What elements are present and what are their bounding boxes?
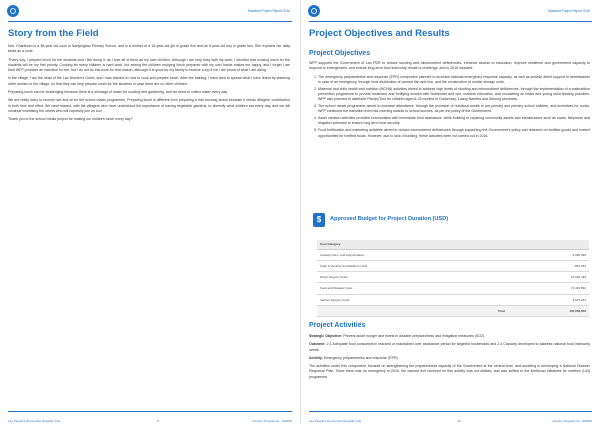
total-label: Total [317,305,508,316]
right-page [300,0,600,424]
objectives-heading: Project Objectives [309,50,371,57]
table-row [317,283,589,294]
strategic-label: Strategic Objective: [309,334,343,338]
objectives-body [309,61,590,140]
story-paragraph: We are really lucky to receive rice and oil for the school meals programme. Preparing lunch is different from preparing a mid-morning snack because it needs villagers' contribution in both time and effort. We have started, with the villagers who have understood the importance of having vegetable gardens, to diversify what children eat every day, and we will continue mobilising the others who will hopefully join us too! [8,98,290,113]
table-row [317,272,589,283]
activities-body [309,334,590,383]
cost-label: Food and Related Costs [317,283,508,294]
list-item: 3. The school meals programme aimed to increase attendance, through the provision of nutritious meals to pre-primary and primary school children, and incentives for cooks. WFP continued the transition from mid-morning snacks to school lunches, as per the policy of the Government. [318,104,590,115]
cost-value: 6,095,990 [508,249,589,260]
header-rule [8,21,292,22]
cost-value: 15,662,449 [508,272,589,283]
wfp-logo-icon [7,5,19,17]
footer-country: Lao People's Democratic Republic (LA) [309,419,362,423]
story-paragraph: "Every day, I prepare lunch for the students and I like doing it, as I love all of them as my own children. Although I am very busy with my work, I decided that cooking lunch for the students will be my first priority. Cooking for many children is hard work, but seeing the children enjoying lunch prepared with my own hands makes me happy, and I forget I am tired WFP provides an incentive for me, but I do not do this work for that reason, although it is good for my family to receive a top it ice I am proud of what I am doing. [8,57,290,73]
activity-label: Activity: [309,355,323,360]
outcome-label: Outcome: [309,342,326,347]
footer-country: Lao People's Democratic Republic (LA) [8,419,61,423]
cost-value: 72,415,892 [508,283,589,294]
objectives-intro: WFP supports the Government of Lao PDR to reduce stunting and micronutrient deficiencies, enhance access to education, improve resilience and government capacity to respond to emergencies, and ensure long-term food insecurity remain a challenge, and in 2016 included: [309,61,590,71]
list-item: 1. The emergency preparedness and response (EPR) component planned to increase national emergency response capacity, as well as provide direct support to beneficiaries in case of an emergency, through food distribution of canned fish and rice, and the construction of mobile storage units. [318,75,590,86]
footer-programme: Country Programme - 200833 [552,419,592,423]
activity [309,356,590,361]
page-title: Story from the Field [8,28,99,39]
budget-table [317,240,589,317]
outcome-text: 2.1 Adequate food consumption reached or maintained over assistance period for targeted households and 2.4 Capacity developed to address national food insecurity needs [309,342,590,352]
story-paragraph: Mrs. Chanthom is a 36-year-old cook in Nanyingkao Primary School, and is a mother of a 10-year-old girl in grade five and an 8-year-old boy in grade two. She explains her daily tasks as a cook: [8,44,290,54]
table-row [317,249,589,260]
footer-rule [8,411,292,412]
total-value: 100,659,659 [508,305,589,316]
cost-label: Indirect Support Costs [317,294,508,305]
cost-label: Direct Support Costs [317,272,508,283]
cost-label: Cash & Voucher and Related Costs [317,260,508,271]
footer-programme: Country Programme - 200833 [252,419,292,423]
story-paragraph: Preparing lunch can be challenging because there is a shortage of water for cooking and gardening, and we need to collect water every day. [8,90,228,95]
story-body [8,44,290,126]
page-number: 9 [157,419,159,423]
wfp-logo-icon [308,5,320,17]
list-item: 5. Food fortification and marketing activities aimed to reduce micronutrient deficiencies through supporting the Government's policy and research on fortified goods and market opportunities for fortified foods. However, due to lack of funding, these activities were not carried out in 2016. [318,128,590,139]
strategic-text: Prevent acute hunger and invest in disaster preparedness and mitigation measures (SO2) [342,334,485,338]
header-report-name: Standard Project Report 2016 [547,9,590,13]
list-item: 2. Maternal and child health and nutrition (MCHN) activities aimed to address high levels of stunting and micronutrient deficiencies, through the implementation of a malnutrition prevention programme to provide treatment and fortifying women with Nutribuder and rice, nutrition education, and counseling on infant and young child feeding practices. WFP also planned to distribute Plumpy'Doz for children aged 6-23 months in Oudomxay, Luang Namtha and Sekong provinces. [318,87,590,103]
outcome [309,342,590,353]
activities-heading: Project Activities [309,322,366,329]
activity-text: Emergency preparedness and response (EPR) [323,355,398,360]
table-header: Cost Category [317,240,589,249]
page-title: Project Objectives and Results [309,28,450,39]
dollar-icon: $ [313,213,325,227]
header-rule [309,21,592,22]
cost-value: 6,675,264 [508,294,589,305]
cost-label: Capacity Dev.t and Augmentation [317,249,508,260]
strategic-objective [309,334,590,339]
activity-paragraph: The activities under this component, focused on strengthening the preparedness capacity of the Government at the central level, and assisting in developing a National Disaster Response Plan. Since there was no emergency in 2016, the canned fish received for this activity was not utilised, and was shifted to the livelihood initiatives for nutrition (LIN) programme. [309,364,590,379]
table-row [317,294,589,305]
page-number: 10 [457,419,461,423]
footer-rule [309,411,592,412]
story-paragraph: In the village, I am the head of the Lao Women's Union, and I was trained on how to cook and prepare lunch. After the training, I have tried to spread what I have learnt by teaching other women in the village, so that they can help prepare lunch for the students in case there are no other children. [8,76,290,86]
list-item: 4. Asset creation activities provided communities with immediate food assistance, while building or repairing community assets and infrastructure such as roads, fishponds and irrigation schemes to ensure long-term food security. [318,116,590,127]
objectives-list [309,75,590,139]
cost-value: 810,064 [508,260,589,271]
budget-heading [313,213,513,227]
budget-title: Approved Budget for Project Duration (USD) [330,216,449,222]
story-paragraph: Thank you to the school meals project for making our children lunch every day!" [8,117,133,122]
table-row [317,260,589,271]
header-report-name: Standard Project Report 2016 [247,9,290,13]
table-total-row [317,305,589,316]
